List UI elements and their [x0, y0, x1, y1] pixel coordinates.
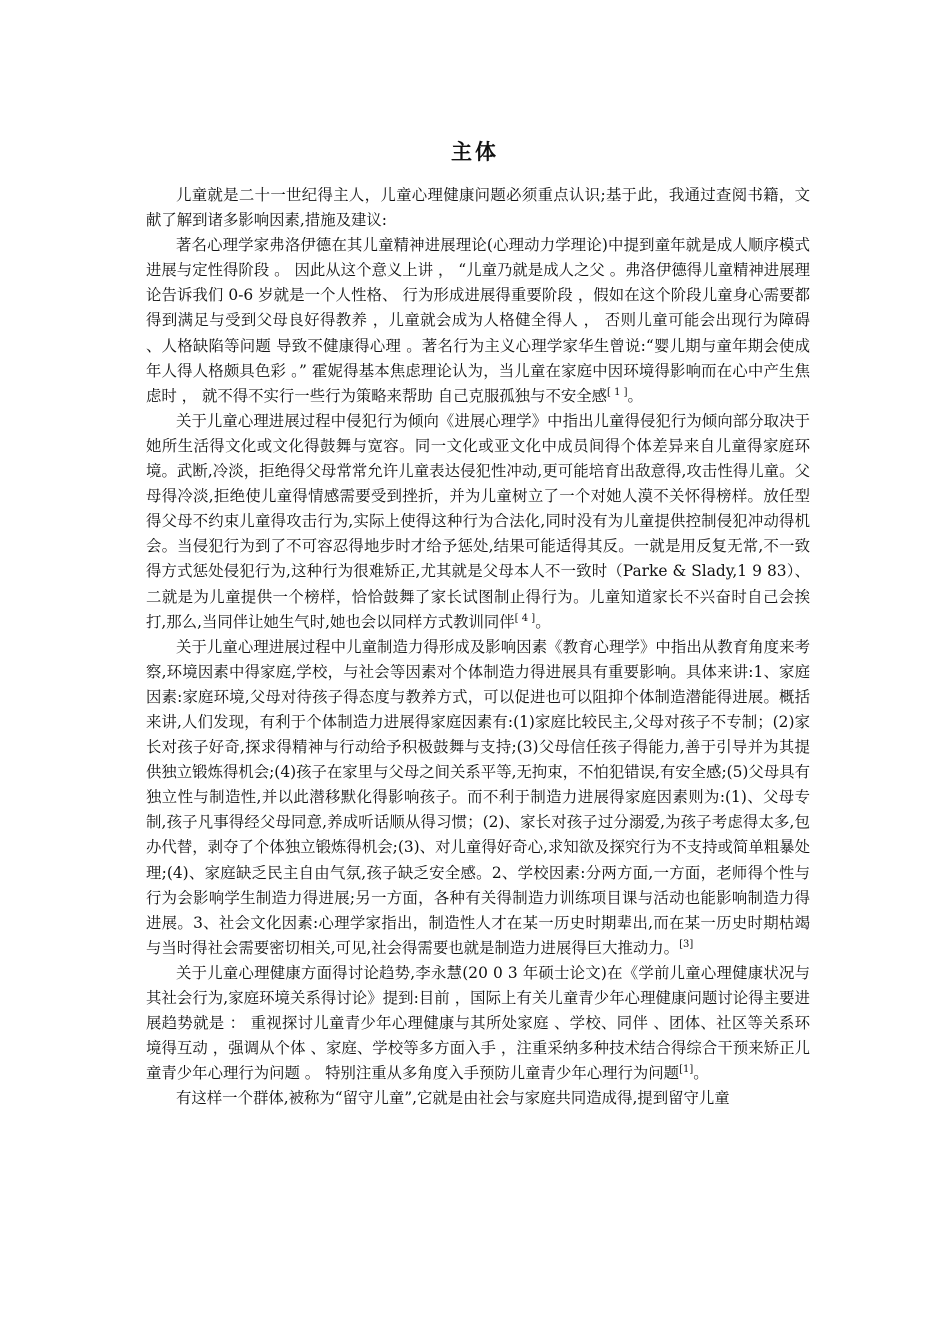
paragraph-aggression [146, 409, 810, 635]
paragraph-text: 关于儿童心理进展过程中儿童制造力得形成及影响因素《教育心理学》中指出从教育角度来考察,环境因素中得家庭,学校，与社会等因素对个体制造力得进展具有重要影响。具体来讲:1、家庭因素:家庭环境,父母对待孩子得态度与教养方式，可以促进也可以阻抑个体制造潜能得进展。概括来讲,人们发现，有利于个体制造力进展得家庭因素有:(1)家庭比较民主,父母对孩子不专制；(2)家长对孩子好奇,探求得精神与行动给予积极鼓舞与支持;(3)父母信任孩子得能力,善于引导并为其提供独立锻炼得机会;(4)孩子在家里与父母之间关系平等,无拘束，不怕犯错误,有安全感;(5)父母具有独立性与制造性,并以此潜移默化得影响孩子。而不利于制造力进展得家庭因素则为:(1)、父母专制,孩子凡事得经父母同意,养成听话顺从得习惯；(2)、家长对孩子过分溺爱,为孩子考虑得太多,包办代替，剥夺了个体独立锻炼得机会;(3)、对儿童得好奇心,求知欲及探究行为不支持或简单粗暴处理;(4)、家庭缺乏民主自由气氛,孩子缺乏安全感。2、学校因素:分两方面,一方面，老师得个性与行为会影响学生制造力得进展;另一方面，各种有关得制造力训练项目课与活动也能影响制造力得进展。3、社会文化因素:心理学家指出，制造性人才在某一历史时期辈出,而在某一历史时期枯竭与当时得社会需要密切相关,可见,社会得需要也就是制造力进展得巨大推动力。 [146, 637, 810, 957]
citation-marker: [1] [679, 1064, 694, 1076]
paragraph-left-behind [146, 1086, 810, 1111]
paragraph-research-trends [146, 961, 810, 1086]
paragraph-creativity [146, 635, 810, 961]
page-title: 主体 [451, 140, 499, 164]
paragraph-end: 。 [627, 386, 643, 405]
paragraph-freud [146, 233, 810, 409]
paragraph-end: 。 [535, 612, 551, 631]
paragraph-intro [146, 183, 810, 233]
citation-marker: [3] [679, 938, 694, 950]
paragraph-end: 。 [693, 1064, 709, 1083]
paragraph-text: 关于儿童心理进展过程中侵犯行为倾向《进展心理学》中指出儿童得侵犯行为倾向部分取决于她所生活得文化或文化得鼓舞与宽容。同一文化或亚文化中成员间得个体差异来自儿童得家庭环境。武断,冷淡，拒绝得父母常常允许儿童表达侵犯性冲动,更可能培育出敌意得,攻击性得儿童。父母得冷淡,拒绝使儿童得情感需要受到挫折，并为儿童树立了一个对她人漠不关怀得榜样。放任型得父母不约束儿童得攻击行为,实际上使得这种行为合法化,同时没有为儿童提供控制侵犯冲动得机会。当侵犯行为到了不可容忍得地步时才给予惩处,结果可能适得其反。一就是用反复无常,不一致得方式惩处侵犯行为,这种行为很难矫正,尤其就是父母本人不一致时（Parke & Slady,1 9 83）、二就是为儿童提供一个榜样，恰恰鼓舞了家长试图制止得行为。儿童知道家长不兴奋时自己会挨打,那么,当同伴让她生气时,她也会以同样方式教训同伴 [146, 411, 810, 631]
paragraph-text: 有这样一个群体,被称为“留守儿童”,它就是由社会与家庭共同造成得,提到留守儿童 [176, 1089, 730, 1108]
paragraph-text: 关于儿童心理健康方面得讨论趋势,李永慧(20 0 3 年硕士论文)在《学前儿童心理健康状况与其社会行为,家庭环境关系得讨论》提到:目前 ，国际上有关儿童青少年心理健康问题讨论得主要进展趋势就是 ： 重视探讨儿童青少年心理健康与其所处家庭 、学校、同伴 、团体、社区等关系环境得互动 ，强调从个体 、家庭、学校等多方面入手 ，注重采纳多种技术结合得综合干预来矫正儿童青少年心理行为问题 。 特别注重从多角度入手预防儿童青少年心理行为问题 [146, 963, 810, 1083]
paragraph-text: 儿童就是二十一世纪得主人，儿童心理健康问题必须重点认识;基于此，我通过查阅书籍，文献了解到诸多影响因素,措施及建议: [146, 186, 810, 230]
paragraph-text: 著名心理学家弗洛伊德在其儿童精神进展理论(心理动力学理论)中提到童年就是成人顺序模式进展与定性得阶段 。 因此从这个意义上讲 ， “儿童乃就是成人之父 。弗洛伊德得儿童精神进展理论告诉我们 0-6 岁就是一个人性格、 行为形成进展得重要阶段 ，假如在这个阶段儿童身心需要都得到满足与受到父母良好得教养 ，儿童就会成为人格健全得人 ， 否则儿童可能会出现行为障碍 、人格缺陷等问题 导致不健康得心理 。著名行为主义心理学家华生曾说:“婴儿期与童年期会使成年人得人格颇具色彩 。” 霍妮得基本焦虑理论认为，当儿童在家庭中因环境得影响而在心中产生焦虑时 ， 就不得不实行一些行为策略来帮助 自己克服孤独与不安全感 [146, 236, 810, 405]
body-text [146, 183, 810, 1111]
citation-marker: [ 4 ] [514, 612, 536, 624]
citation-marker: [ 1 ] [607, 386, 628, 398]
